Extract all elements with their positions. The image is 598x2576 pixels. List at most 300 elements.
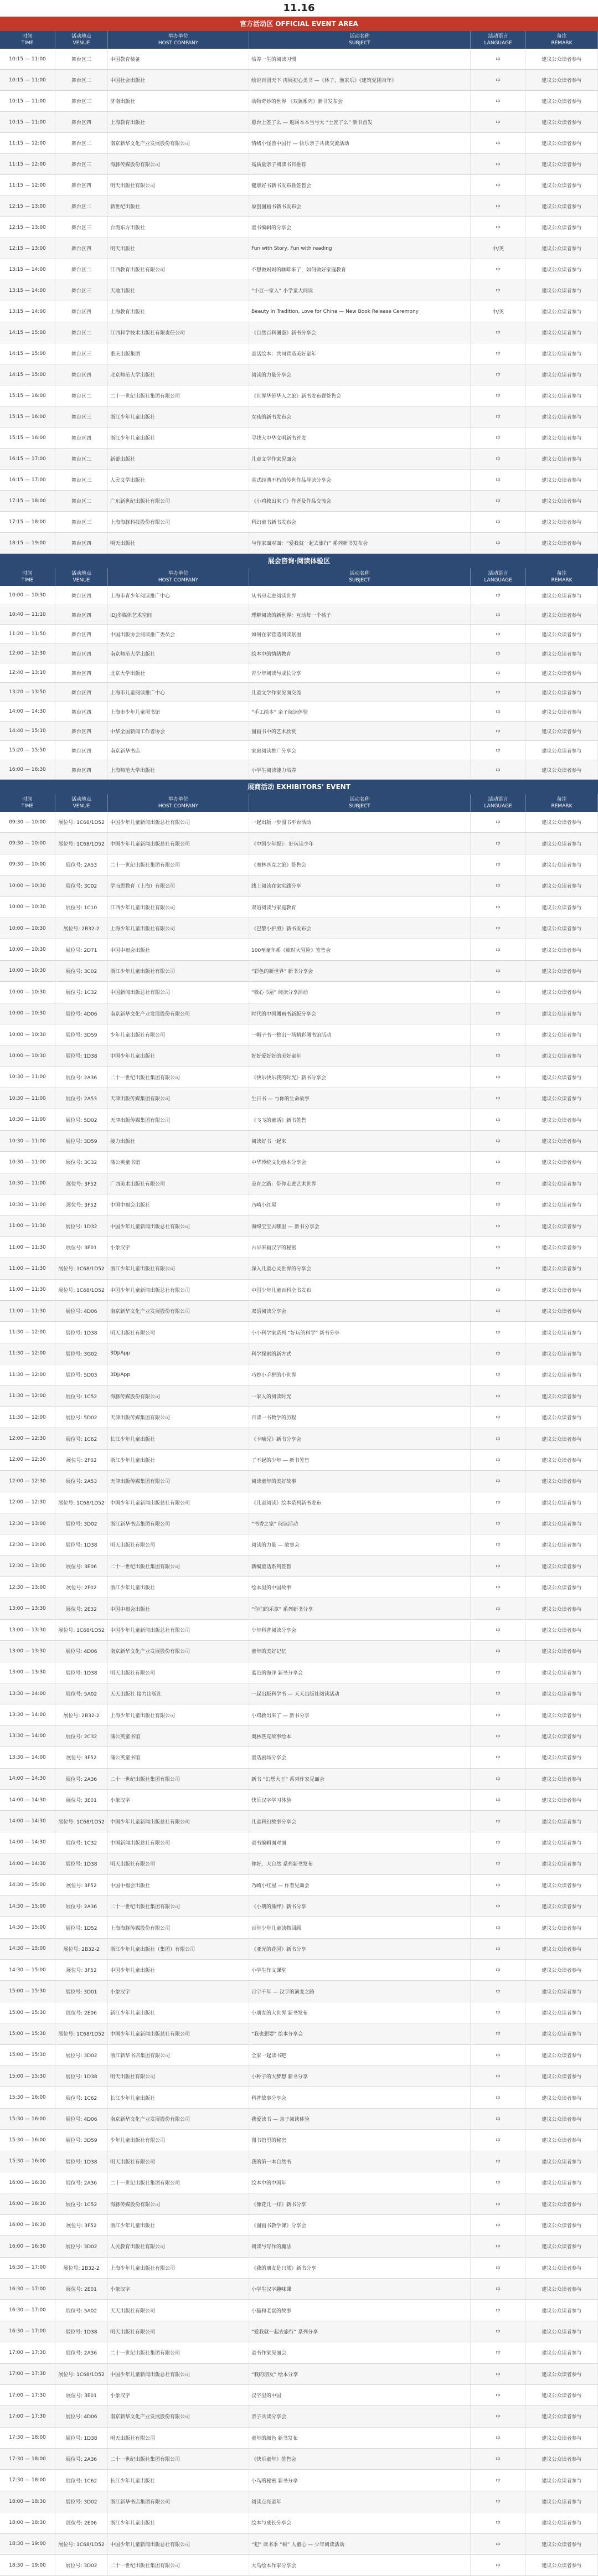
cell-remark: 建议公众读者参与 [526,1683,598,1704]
cell-language: 中 [471,1960,526,1980]
table-row [0,663,598,683]
cell-time: 14:15 — 15:00 [0,322,55,343]
table-row [0,1322,598,1343]
cell-language: 中 [471,2130,526,2150]
cell-subject: 小学生汉字趣味课 [249,2279,471,2299]
cell-venue: 展位号: 5D02 [55,1407,108,1428]
cell-subject: 培养一生的阅读习惯 [249,49,471,69]
cell-subject: 奥林匹克故事绘本 [249,1726,471,1746]
cell-time: 10:30 — 11:00 [0,1152,55,1172]
cell-time: 17:00 — 17:30 [0,2342,55,2363]
cell-host: 南京新华文化产业发展股份有限公司 [108,133,249,153]
cell-subject: 了不起的少年 — 新书签售 [249,1450,471,1470]
table-row [0,2279,598,2300]
table-row [0,2428,598,2449]
cell-host: 中国少年儿童出版社 [108,1045,249,1066]
cell-venue: 展位号: 1C32 [55,1832,108,1853]
cell-subject: 不想做妈妈的咖啡来了，如何做好家庭教育 [249,259,471,280]
cell-venue: 展位号: 2A36 [55,1067,108,1088]
section-title: 展商活动 EXHIBITORS' EVENT [0,780,598,794]
cell-host: 南京新华文化产业发展股份有限公司 [108,1641,249,1661]
table-row [0,1747,598,1768]
table-row [0,2215,598,2236]
cell-venue: 舞台区二 [55,449,108,469]
cell-subject: “敬心书屋” 阅读分享活动 [249,982,471,1002]
cell-time: 15:00 — 15:30 [0,2066,55,2086]
cell-subject: 《快乐快乐我的时光》新书分享会 [249,1067,471,1088]
table-row [0,2130,598,2151]
table-row [0,449,598,470]
cell-host: 明天出版社有限公司 [108,2321,249,2342]
table-row [0,2109,598,2130]
cell-host: 浙江少年儿童出版社 [108,2215,249,2235]
cell-venue: 展位号: 3E01 [55,1790,108,1810]
cell-subject: 双语阅读与家庭教育 [249,897,471,918]
cell-time: 11:15 — 12:00 [0,175,55,195]
cell-language: 中 [471,1683,526,1704]
cell-remark: 建议公众读者参与 [526,470,598,490]
header-language: 活动语言 LANGUAGE [471,568,526,586]
cell-subject: 理解阅读的新世界：互动每一个孩子 [249,605,471,624]
cell-subject: 小鸟的秘密 新书分享 [249,2470,471,2490]
cell-time: 16:00 — 16:30 [0,760,55,779]
cell-venue: 展位号: 1C68/1D52 [55,2534,108,2554]
cell-remark: 建议公众读者参与 [526,812,598,832]
cell-venue: 展位号: 1C52 [55,2193,108,2214]
cell-subject: 巧妙小手拼的小世界 [249,1364,471,1385]
cell-time: 11:15 — 12:00 [0,133,55,153]
table-row [0,1067,598,1088]
cell-time: 12:15 — 13:00 [0,238,55,259]
table-row [0,2406,598,2427]
cell-host: 二十一世纪出版社集团有限公司 [108,1896,249,1916]
cell-language: 中 [471,1641,526,1661]
cell-language: 中 [471,2534,526,2554]
table-row [0,1258,598,1279]
cell-host: 小象汉字 [108,1237,249,1258]
cell-subject: “犯” 读书季 “树” 人童心 — 少年阅读活动 [249,2534,471,2554]
cell-host: 二十一世纪出版社集团有限公司 [108,2555,249,2575]
cell-venue: 展位号: 1D38 [55,1853,108,1874]
cell-host: 天天出版社 接力出版社 [108,1683,249,1704]
cell-venue: 舞台区四 [55,586,108,605]
cell-remark: 建议公众读者参与 [526,1875,598,1895]
table-row [0,2151,598,2172]
table-row [0,133,598,154]
cell-host: 中国新闻出版总社有限公司 [108,1832,249,1853]
table-row [0,1364,598,1385]
table-row [0,1045,598,1067]
cell-time: 10:30 — 11:00 [0,1194,55,1215]
cell-host: 二十一世纪出版社集团有限公司 [108,1556,249,1576]
cell-time: 14:30 — 15:00 [0,1896,55,1916]
table-row [0,2470,598,2491]
header-venue: 活动地点 VENUE [55,31,108,49]
table-row [0,1109,598,1130]
table-row [0,1598,598,1619]
cell-language: 中 [471,1662,526,1683]
cell-subject: 绘本中的中国年 [249,2172,471,2193]
cell-time: 15:30 — 16:00 [0,2151,55,2172]
cell-language: 中 [471,897,526,918]
cell-time: 16:00 — 16:30 [0,2215,55,2235]
cell-host: 小象汉字 [108,1981,249,2001]
cell-language: 中 [471,2385,526,2405]
cell-host: 新蕾出版社 [108,449,249,469]
cell-time: 18:30 — 19:00 [0,2534,55,2554]
cell-remark: 建议公众读者参与 [526,1215,598,1236]
table-row [0,533,598,554]
cell-subject: 动物奇妙的世界 《双翼系列》新书发布会 [249,91,471,111]
table-row [0,1194,598,1215]
table-row [0,1173,598,1194]
cell-remark: 建议公众读者参与 [526,1194,598,1215]
cell-remark: 建议公众读者参与 [526,1343,598,1364]
cell-remark: 建议公众读者参与 [526,406,598,427]
cell-host: 天津出版传媒集团有限公司 [108,1088,249,1109]
cell-venue: 舞台区三 [55,280,108,301]
table-row [0,2385,598,2406]
table-row [0,2555,598,2576]
table-row [0,2236,598,2257]
cell-time: 11:30 — 12:00 [0,1364,55,1385]
cell-host: 济南出版社 [108,91,249,111]
cell-language: 中 [471,1386,526,1407]
cell-subject: 青少年阅读与成长分享 [249,663,471,682]
cell-venue: 展位号: 2B32-2 [55,1704,108,1725]
cell-venue: 展位号: 3D01 [55,1981,108,2001]
cell-language: 中 [471,2066,526,2086]
cell-host: 明天出版社有限公司 [108,2428,249,2448]
cell-venue: 舞台区四 [55,663,108,682]
table-row [0,2534,598,2555]
table-row [0,875,598,897]
cell-time: 14:15 — 15:00 [0,343,55,364]
table-row [0,1301,598,1322]
cell-host: 中国新闻出版总社有限公司 [108,982,249,1002]
cell-remark: 建议公众读者参与 [526,1896,598,1916]
table-row [0,683,598,702]
cell-language: 中 [471,1471,526,1491]
cell-host: IDJ多媒体艺术空间 [108,605,249,624]
cell-time: 13:00 — 13:30 [0,1662,55,1683]
cell-remark: 建议公众读者参与 [526,70,598,90]
cell-subject: 英式经典不朽的传世作品导读分享会 [249,470,471,490]
cell-remark: 建议公众读者参与 [526,112,598,132]
cell-venue: 展位号: 4D06 [55,2109,108,2129]
cell-host: 中国少年儿童新闻出版总社有限公司 [108,833,249,853]
cell-remark: 建议公众读者参与 [526,2151,598,2172]
cell-remark: 建议公众读者参与 [526,301,598,322]
cell-host: 中国少年儿童新闻出版总社有限公司 [108,2534,249,2554]
cell-time: 15:00 — 15:30 [0,1981,55,2001]
cell-host: 浙江少年儿童出版社（集团）有限公司 [108,1939,249,1959]
cell-remark: 建议公众读者参与 [526,154,598,174]
header-remark: 备注 REMARK [526,794,598,812]
cell-host: 上海师范大学出版社 [108,760,249,779]
cell-remark: 建议公众读者参与 [526,2279,598,2299]
cell-language: 中 [471,702,526,721]
cell-time: 11:00 — 11:30 [0,1215,55,1236]
cell-language: 中 [471,918,526,939]
cell-time: 15:00 — 15:30 [0,2002,55,2023]
cell-venue: 舞台区四 [55,112,108,132]
cell-time: 10:40 — 11:10 [0,605,55,624]
cell-remark: 建议公众读者参与 [526,2342,598,2363]
cell-venue: 舞台区四 [55,533,108,553]
cell-subject: 乃崎小红屋 — 作者见面会 [249,1875,471,1895]
cell-subject: 新编童话系列签售 [249,1556,471,1576]
cell-host: 3DJ/App [108,1343,249,1364]
cell-time: 16:00 — 16:30 [0,2193,55,2214]
cell-language: 中 [471,512,526,532]
table-row [0,70,598,91]
table-row [0,1662,598,1683]
cell-venue: 舞台区四 [55,722,108,740]
cell-remark: 建议公众读者参与 [526,897,598,918]
cell-time: 13:20 — 13:50 [0,683,55,702]
cell-time: 14:00 — 14:30 [0,1811,55,1831]
cell-host: 南京新华文化产业发展股份有限公司 [108,1301,249,1321]
cell-time: 10:30 — 11:00 [0,1067,55,1088]
cell-subject: 《儿童阅读》绘本系列新书发布 [249,1492,471,1513]
cell-language: 中 [471,1450,526,1470]
cell-remark: 建议公众读者参与 [526,1917,598,1938]
cell-host: 明天出版社有限公司 [108,1853,249,1874]
cell-host: 明天出版社有限公司 [108,1662,249,1683]
cell-subject: 古早来画汉字的秘密 [249,1237,471,1258]
cell-language: 中 [471,875,526,896]
header-time: 时间 TIME [0,794,55,812]
cell-remark: 建议公众读者参与 [526,1662,598,1683]
cell-host: 南京新华文化产业发展股份有限公司 [108,1003,249,1024]
cell-subject: 寻找大中华文明新书首发 [249,427,471,448]
cell-host: 南京新华书店 [108,741,249,760]
cell-host: 海豚传媒股份有限公司 [108,2193,249,2214]
table-row [0,833,598,854]
cell-venue: 展位号: 1C62 [55,2470,108,2490]
cell-time: 12:15 — 13:00 [0,196,55,217]
cell-subject: 原创图画书新书发布会 [249,196,471,217]
cell-remark: 建议公众读者参与 [526,1769,598,1789]
table-row [0,2193,598,2214]
cell-host: 少年儿童出版社有限公司 [108,2130,249,2150]
cell-language: 中 [471,2151,526,2172]
cell-venue: 展位号: 3D02 [55,2045,108,2065]
cell-host: 上海海豚科技股份有限公司 [108,512,249,532]
cell-venue: 舞台区四 [55,644,108,663]
cell-subject: 阅读的力量分享会 [249,364,471,385]
cell-time: 12:00 — 12:30 [0,1428,55,1449]
cell-remark: 建议公众读者参与 [526,760,598,779]
cell-remark: 建议公众读者参与 [526,1152,598,1172]
cell-time: 15:15 — 16:00 [0,427,55,448]
table-row [0,2087,598,2108]
cell-venue: 展位号: 3D02 [55,2491,108,2512]
table-row [0,301,598,322]
cell-time: 18:00 — 18:30 [0,2512,55,2533]
cell-venue: 展位号: 3C02 [55,961,108,981]
table-row [0,1832,598,1853]
cell-remark: 建议公众读者参与 [526,491,598,511]
cell-time: 14:30 — 15:00 [0,1875,55,1895]
cell-remark: 建议公众读者参与 [526,1364,598,1385]
cell-host: 中国中福会出版社 [108,1194,249,1215]
cell-subject: 童话剧场分享会 [249,1747,471,1768]
table-row [0,1386,598,1407]
cell-venue: 展位号: 2E06 [55,2002,108,2023]
cell-subject: 快乐汉字学习体验 [249,1790,471,1810]
cell-remark: 建议公众读者参与 [526,663,598,682]
cell-venue: 展位号: 1D52 [55,1917,108,1938]
cell-language: 中 [471,2109,526,2129]
cell-remark: 建议公众读者参与 [526,875,598,896]
cell-time: 15:15 — 16:00 [0,406,55,427]
cell-language: 中 [471,1917,526,1938]
cell-language: 中 [471,1981,526,2001]
cell-venue: 舞台区三 [55,154,108,174]
cell-time: 13:15 — 14:00 [0,280,55,301]
cell-subject: 小猫和老鼠的故事 [249,2300,471,2320]
cell-time: 11:30 — 12:00 [0,1407,55,1428]
cell-venue: 舞台区二 [55,70,108,90]
table-row [0,364,598,385]
cell-language: 中 [471,1492,526,1513]
cell-remark: 建议公众读者参与 [526,1577,598,1598]
cell-time: 13:15 — 14:00 [0,259,55,280]
cell-venue: 展位号: 3D02 [55,1513,108,1534]
cell-time: 18:30 — 19:00 [0,2555,55,2575]
cell-subject: 小小科学家系列 “好玩的科学” 新书分享 [249,1322,471,1342]
table-row [0,112,598,133]
cell-subject: 《小朗的熊绊》新书分享 [249,1896,471,1916]
cell-subject: 《卡嘀兄》新书分享会 [249,1428,471,1449]
cell-remark: 建议公众读者参与 [526,196,598,217]
cell-time: 16:30 — 17:00 [0,2321,55,2342]
cell-time: 12:30 — 13:00 [0,1534,55,1555]
cell-remark: 建议公众读者参与 [526,854,598,875]
cell-remark: 建议公众读者参与 [526,1492,598,1513]
cell-language: 中 [471,1939,526,1959]
cell-remark: 建议公众读者参与 [526,2236,598,2256]
cell-host: 接力出版社 [108,1131,249,1151]
cell-venue: 展位号: 1D38 [55,2151,108,2172]
cell-host: 天地出版社 [108,280,249,301]
cell-language: 中 [471,259,526,280]
cell-subject: 小朋友的大世界 新书发布 [249,2002,471,2023]
cell-remark: 建议公众读者参与 [526,1322,598,1342]
cell-remark: 建议公众读者参与 [526,2258,598,2278]
cell-host: 新世纪出版社 [108,196,249,217]
table-body [0,812,598,2576]
table-row [0,2172,598,2193]
table-row [0,2258,598,2279]
cell-language: 中 [471,2470,526,2490]
cell-remark: 建议公众读者参与 [526,49,598,69]
cell-subject: 《巴黎小护照》新书发布会 [249,918,471,939]
cell-language: 中 [471,406,526,427]
cell-language: 中 [471,2045,526,2065]
cell-language: 中 [471,1428,526,1449]
table-row [0,605,598,625]
cell-language: 中 [471,196,526,217]
cell-venue: 舞台区二 [55,259,108,280]
table-row [0,644,598,663]
cell-language: 中 [471,1045,526,1066]
cell-venue: 舞台区二 [55,491,108,511]
cell-language: 中 [471,470,526,490]
table-row [0,1704,598,1725]
cell-time: 10:00 — 10:30 [0,939,55,960]
cell-language: 中 [471,2258,526,2278]
cell-time: 11:00 — 11:30 [0,1237,55,1258]
table-row [0,2300,598,2321]
cell-remark: 建议公众读者参与 [526,280,598,301]
table-row [0,2491,598,2512]
cell-language: 中 [471,854,526,875]
table-row [0,2512,598,2533]
cell-venue: 舞台区四 [55,702,108,721]
cell-host: 二十一世纪出版社集团有限公司 [108,385,249,406]
cell-subject: 100至童年系《旅时大冒险》签售会 [249,939,471,960]
cell-time: 11:30 — 12:00 [0,1322,55,1342]
cell-remark: 建议公众读者参与 [526,1088,598,1109]
cell-subject: 科幻童书新书发布会 [249,512,471,532]
cell-venue: 展位号: 1D38 [55,2428,108,2448]
cell-host: 中国社会出版社 [108,70,249,90]
cell-host: 上海少年儿童出版社有限公司 [108,2258,249,2278]
cell-subject: 阅读的力量 — 故事会 [249,1534,471,1555]
cell-venue: 展位号: 1D38 [55,2066,108,2086]
header-host: 举办单位 HOST COMPANY [108,568,249,586]
cell-subject: 愿台上签了么 — 返回本本当与大 “土匠了么” 新书首发 [249,112,471,132]
cell-venue: 展位号: 3F52 [55,1194,108,1215]
cell-venue: 展位号: 1D32 [55,1215,108,1236]
cell-remark: 建议公众读者参与 [526,1832,598,1853]
cell-language: 中 [471,1769,526,1789]
cell-language: 中 [471,2023,526,2044]
table-row [0,1513,598,1534]
cell-host: 小象汉字 [108,2385,249,2405]
cell-subject: 绘说百团天下 再展初心美书 —《林子、渔家乐》《建筑党团百年》 [249,70,471,90]
cell-remark: 建议公众读者参与 [526,586,598,605]
cell-remark: 建议公众读者参与 [526,91,598,111]
cell-host: 中国少年儿童新闻出版总社有限公司 [108,812,249,832]
cell-subject: 与作家面对面：“爱我就一起去旅行” 系列新书发布会 [249,533,471,553]
cell-venue: 舞台区四 [55,238,108,259]
cell-language: 中 [471,1513,526,1534]
cell-venue: 舞台区二 [55,133,108,153]
cell-venue: 舞台区三 [55,91,108,111]
cell-time: 17:15 — 18:00 [0,512,55,532]
cell-time: 15:30 — 16:00 [0,2109,55,2129]
cell-subject: 我的第一本自然书 [249,2151,471,2172]
cell-time: 12:00 — 12:30 [0,644,55,663]
cell-venue: 展位号: 2C32 [55,1726,108,1746]
table-row [0,1407,598,1428]
cell-subject: 阅读与写作的魔法 [249,2236,471,2256]
table-row [0,897,598,918]
cell-language: 中 [471,1173,526,1194]
cell-language: 中 [471,491,526,511]
cell-host: 二十一世纪出版社集团有限公司 [108,2342,249,2363]
cell-time: 14:30 — 15:00 [0,1917,55,1938]
cell-subject: 《像花儿一样》新书分享 [249,2193,471,2214]
cell-time: 16:00 — 16:30 [0,2172,55,2193]
table-row [0,760,598,780]
cell-subject: Fun with Story, Fun with reading [249,238,471,259]
cell-subject: 童书作家见面会 [249,2342,471,2363]
